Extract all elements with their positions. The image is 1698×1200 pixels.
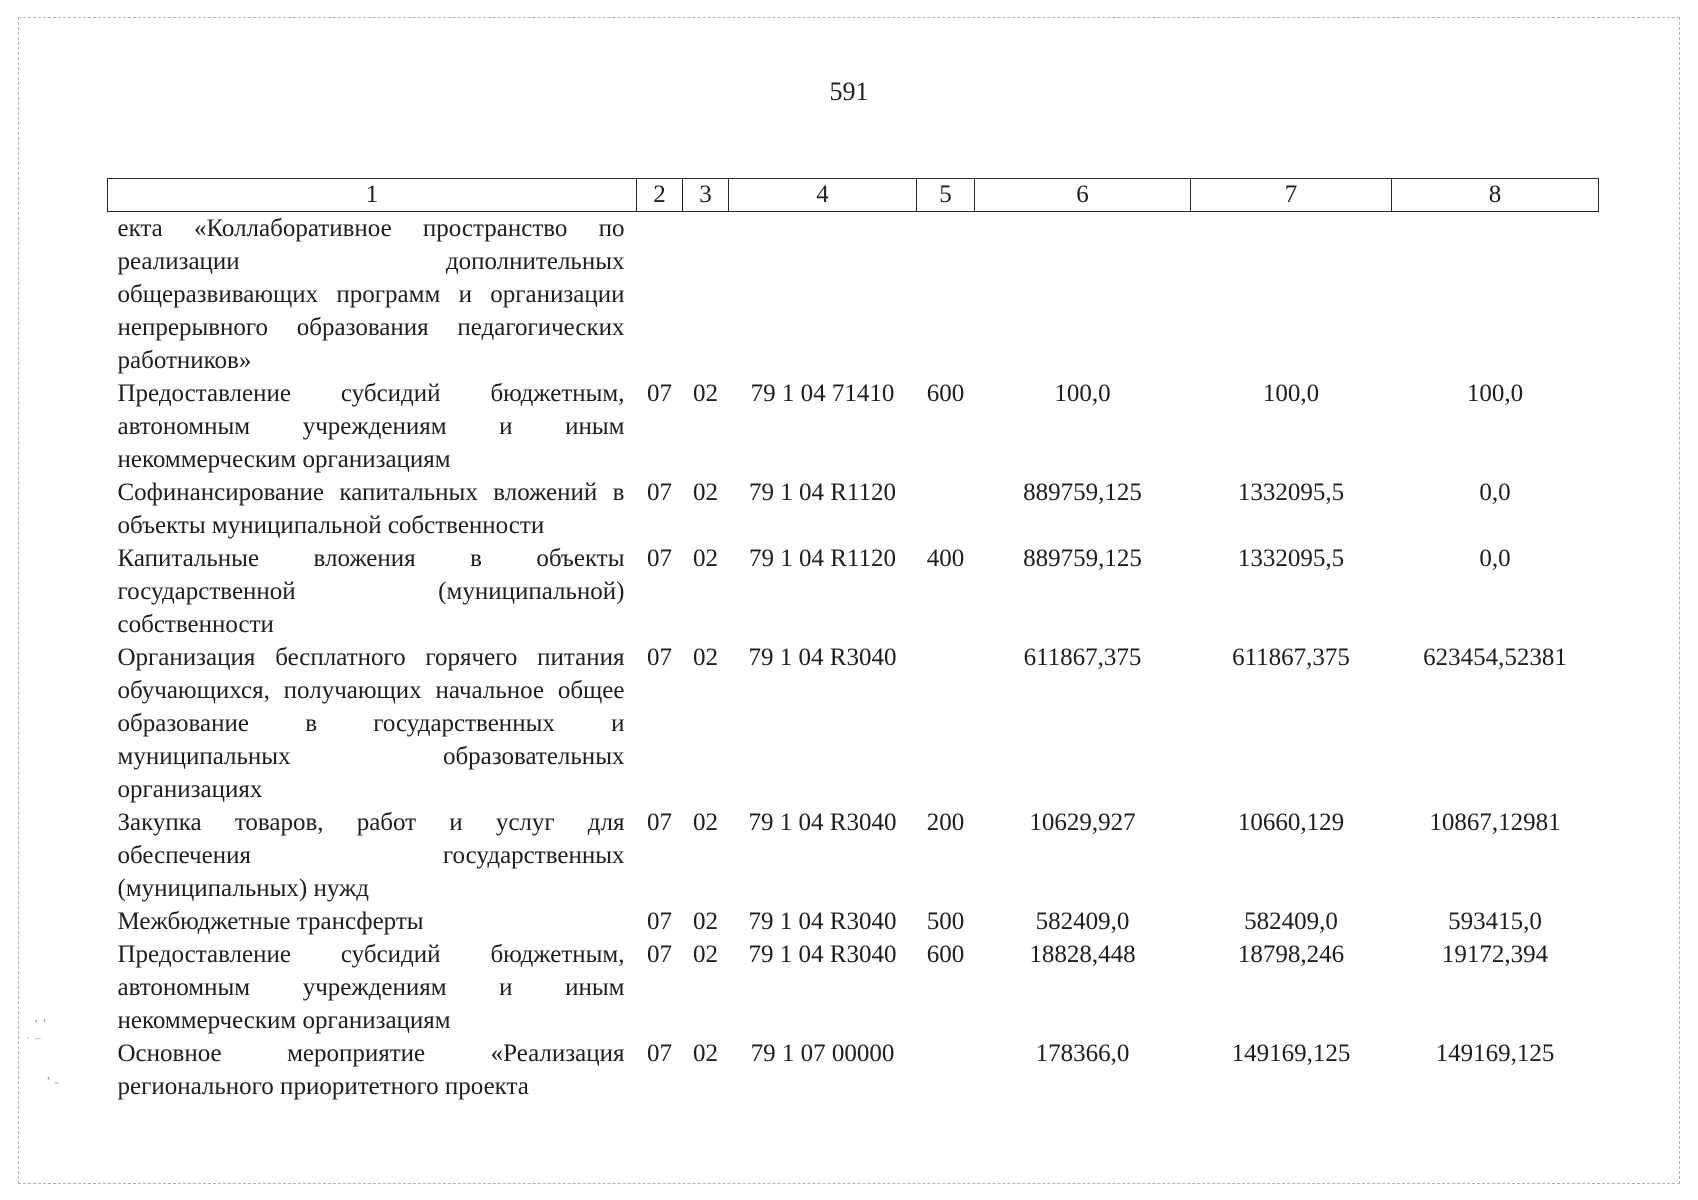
row-target-code: 79 1 04 R3040 [748, 941, 897, 968]
row-section [637, 212, 683, 378]
row-name: Капитальные вложения в объекты государственной (муниципальной) собственности [117, 545, 625, 638]
row-amount-col6: 611867,375 [1023, 644, 1142, 671]
row-target-code [729, 212, 917, 378]
row-amount-col6: 178366,0 [1035, 1040, 1130, 1067]
table-row [108, 212, 1599, 378]
row-name: Софинансирование капитальных вложений в объекты муниципальной собственности [117, 479, 625, 539]
budget-table [107, 178, 1599, 1103]
row-target-code: 79 1 04 R3040 [748, 644, 897, 671]
table-row [108, 542, 1599, 641]
row-amount-col6: 18828,448 [1029, 941, 1136, 968]
row-subsection: 02 [693, 545, 718, 572]
row-target-code: 79 1 04 R3040 [748, 908, 897, 935]
row-expense-type [917, 641, 975, 806]
table-row [108, 938, 1599, 1037]
scan-artifact: ʻ ʼ [34, 1017, 47, 1032]
row-expense-type: 600 [926, 380, 965, 407]
row-section: 07 [647, 545, 672, 572]
row-amount-col8: 623454,52381 [1423, 644, 1567, 671]
row-target-code: 79 1 07 00000 [750, 1040, 895, 1067]
row-expense-type: 500 [926, 908, 965, 935]
row-section: 07 [647, 809, 672, 836]
row-amount-col8: 149169,125 [1435, 1040, 1555, 1067]
row-section: 07 [647, 479, 672, 506]
table-header [108, 179, 1599, 212]
row-subsection [683, 212, 729, 378]
header-col-1: 1 [108, 179, 637, 212]
row-amount-col7: 1332095,5 [1237, 479, 1345, 506]
row-expense-type [917, 212, 975, 378]
row-amount-col7 [1191, 212, 1392, 378]
header-col-6: 6 [975, 179, 1191, 212]
row-name: Предоставление субсидий бюджетным, автономным учреждениям и иным некоммерческим организациям [117, 941, 625, 1034]
row-subsection: 02 [693, 644, 718, 671]
row-section: 07 [647, 941, 672, 968]
row-expense-type [917, 476, 975, 542]
row-amount-col8 [1392, 212, 1599, 378]
table-body [108, 212, 1599, 1104]
header-col-7: 7 [1191, 179, 1392, 212]
row-section: 07 [647, 1040, 672, 1067]
row-amount-col7: 100,0 [1262, 380, 1320, 407]
table-row [108, 905, 1599, 938]
row-amount-col8: 0,0 [1479, 479, 1511, 506]
row-name: Организация бесплатного горячего питания обучающихся, получающих начальное общее образование в государственных и муниципальных образовательных организациях [117, 644, 625, 803]
header-col-5: 5 [917, 179, 975, 212]
row-section: 07 [647, 908, 672, 935]
table-row [108, 377, 1599, 476]
row-target-code: 79 1 04 R1120 [749, 545, 896, 572]
row-subsection: 02 [693, 809, 718, 836]
row-subsection: 02 [693, 479, 718, 506]
row-subsection: 02 [693, 380, 718, 407]
header-row [108, 179, 1599, 212]
row-expense-type: 200 [926, 809, 965, 836]
scan-artifact: ʼ - [46, 1075, 59, 1090]
row-amount-col8: 593415,0 [1448, 908, 1542, 935]
row-subsection: 02 [693, 941, 718, 968]
row-amount-col7: 611867,375 [1232, 644, 1350, 671]
row-expense-type: 600 [926, 941, 965, 968]
row-name: Предоставление субсидий бюджетным, автономным учреждениям и иным некоммерческим организациям [117, 380, 625, 473]
row-amount-col7: 10660,129 [1237, 809, 1345, 836]
row-amount-col8: 10867,12981 [1429, 809, 1561, 836]
row-amount-col6: 10629,927 [1029, 809, 1136, 836]
row-expense-type: 400 [926, 545, 965, 572]
row-section: 07 [647, 644, 672, 671]
page-number: 591 [829, 77, 869, 106]
row-amount-col8: 19172,394 [1441, 941, 1549, 968]
row-amount-col6 [975, 212, 1191, 378]
row-amount-col6: 889759,125 [1023, 479, 1142, 506]
row-amount-col7: 1332095,5 [1237, 545, 1345, 572]
header-col-4: 4 [729, 179, 917, 212]
row-name: екта «Коллаборативное пространство по реализации дополнительных общеразвивающих программ и организации непрерывного образования педагогических работников» [117, 215, 625, 374]
row-amount-col6: 582409,0 [1035, 908, 1130, 935]
row-amount-col6: 100,0 [1054, 380, 1111, 407]
row-target-code: 79 1 04 R3040 [748, 809, 897, 836]
row-amount-col7: 149169,125 [1231, 1040, 1351, 1067]
row-name: Межбюджетные трансферты [117, 908, 424, 935]
row-target-code: 79 1 04 R1120 [749, 479, 896, 506]
row-expense-type [917, 1037, 975, 1103]
row-target-code: 79 1 04 71410 [750, 380, 895, 407]
row-amount-col8: 100,0 [1466, 380, 1524, 407]
row-amount-col6: 889759,125 [1023, 545, 1142, 572]
header-col-2: 2 [637, 179, 683, 212]
row-subsection: 02 [693, 1040, 718, 1067]
row-amount-col7: 18798,246 [1237, 941, 1345, 968]
row-subsection: 02 [693, 908, 718, 935]
table-row [108, 1037, 1599, 1103]
header-col-3: 3 [683, 179, 729, 212]
row-section: 07 [647, 380, 672, 407]
table-row [108, 476, 1599, 542]
row-name: Основное мероприятие «Реализация регионального приоритетного проекта [117, 1040, 625, 1100]
table-row [108, 806, 1599, 905]
header-col-8: 8 [1392, 179, 1599, 212]
row-amount-col8: 0,0 [1479, 545, 1511, 572]
scan-artifact: ˙ ⁻ [26, 1035, 42, 1050]
row-name: Закупка товаров, работ и услуг для обеспечения государственных (муниципальных) нужд [117, 809, 625, 902]
row-amount-col7: 582409,0 [1244, 908, 1338, 935]
table-row [108, 641, 1599, 806]
